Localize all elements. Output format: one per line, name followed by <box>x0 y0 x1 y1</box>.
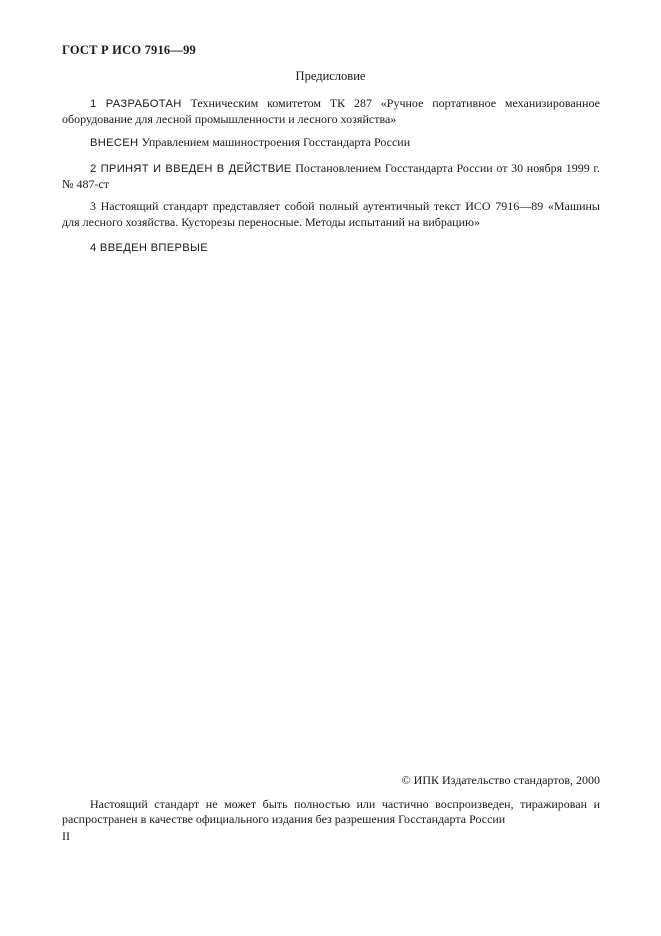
foreword-item-text: Управлением машиностроения Госстандарта России <box>138 135 411 149</box>
foreword-item-keyword: ВНЕСЕН <box>90 137 139 149</box>
foreword-item-introduced <box>62 135 600 151</box>
reproduction-notice: Настоящий стандарт не может быть полностью или частично воспроизведен, тиражирован и распространен в качестве официального издания без разрешения Госстандарта России <box>62 797 600 826</box>
foreword-item-text: Постановлением Госстандарта России от 30 ноября 1999 г. № 487-ст <box>62 161 601 191</box>
foreword-item-keyword: 2 ПРИНЯТ И ВВЕДЕН В ДЕЙСТВИЕ <box>90 163 292 175</box>
foreword-item-adopted <box>62 161 600 192</box>
document-code-header: ГОСТ Р ИСО 7916—99 <box>62 43 196 57</box>
foreword-title: Предисловие <box>295 69 366 83</box>
foreword-item-authentic-text <box>62 199 600 230</box>
foreword-item-keyword: 1 РАЗРАБОТАН <box>90 98 182 110</box>
foreword-item-first-introduced <box>62 240 600 256</box>
page-number: II <box>62 829 70 843</box>
foreword-item-text: Техническим комитетом ТК 287 «Ручное портативное механизированное оборудование для лесной промышленности и лесного хозяйства» <box>62 96 600 126</box>
foreword-item-developed <box>62 96 600 127</box>
copyright-notice: © ИПК Издательство стандартов, 2000 <box>401 773 600 787</box>
foreword-item-keyword: 4 ВВЕДЕН ВПЕРВЫЕ <box>90 242 208 254</box>
foreword-item-text: 3 Настоящий стандарт представляет собой полный аутентичный текст ИСО 7916—89 «Машины для лесного хозяйства. Кусторезы переносные. Методы испытаний на вибрацию» <box>62 199 600 229</box>
